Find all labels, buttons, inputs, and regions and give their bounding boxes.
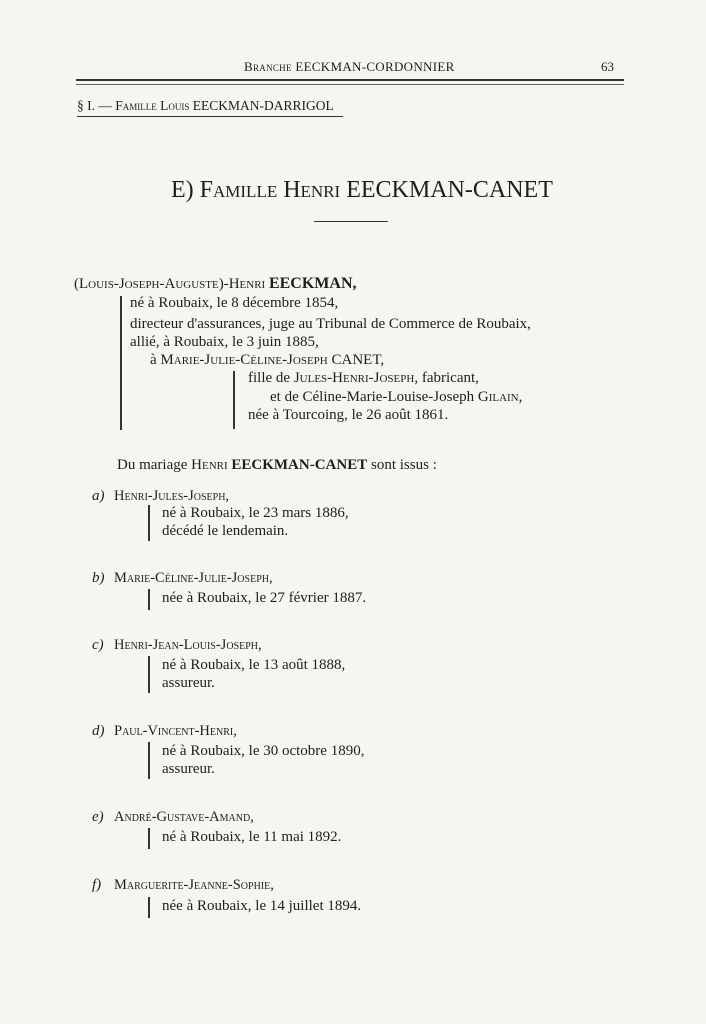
child-d-line-1: né à Roubaix, le 30 octobre 1890,	[162, 743, 365, 759]
marriage-line-given: Henri	[191, 457, 232, 473]
marriage-line	[117, 457, 437, 474]
marriage-line-surname: EECKMAN-CANET	[231, 457, 368, 473]
child-b-letter: b)	[92, 570, 105, 586]
child-e-bracket	[148, 828, 150, 849]
running-title: Branche EECKMAN-CORDONNIER	[244, 59, 455, 74]
child-b-line-1: née à Roubaix, le 27 février 1887.	[162, 590, 367, 606]
child-a-line-1: né à Roubaix, le 23 mars 1886,	[162, 505, 349, 521]
section-heading: § I. — Famille Louis EECKMAN-DARRIGOL	[77, 98, 334, 113]
spouse-bracket	[233, 371, 235, 429]
child-d-name: Paul-Vincent-Henri,	[114, 723, 237, 739]
head-person-surname: EECKMAN,	[268, 275, 357, 292]
spouse-given-names: Marie-Julie-Céline-Joseph	[160, 352, 332, 368]
spouse-birth: née à Tourcoing, le 26 août 1861.	[248, 407, 449, 423]
child-a-letter: a)	[92, 488, 105, 504]
spouse-mother	[270, 389, 522, 406]
head-person-occupation: directeur d'assurances, juge au Tribunal de Commerce de Roubaix,	[130, 316, 531, 332]
child-c-letter: c)	[92, 637, 104, 653]
section-underline	[77, 116, 343, 117]
head-person-birth: né à Roubaix, le 8 décembre 1854,	[130, 295, 339, 311]
child-d-bracket	[148, 742, 150, 779]
spouse-father	[248, 370, 479, 387]
child-f-name: Marguerite-Jeanne-Sophie,	[114, 877, 274, 893]
page-title	[171, 177, 553, 204]
marriage-line-prefix: Du mariage	[117, 457, 192, 473]
head-person-given-names: (Louis-Joseph-Auguste)-Henri	[74, 276, 269, 292]
title-rule	[314, 221, 388, 222]
child-f-letter: f)	[92, 877, 102, 893]
child-f-line-1: née à Roubaix, le 14 juillet 1894.	[162, 898, 362, 914]
head-person-name	[74, 275, 357, 293]
spouse-prefix: à	[150, 352, 161, 368]
child-a-name: Henri-Jules-Joseph,	[114, 488, 230, 504]
child-e-name: André-Gustave-Amand,	[114, 809, 254, 825]
spouse-father-occupation: , fabricant,	[414, 370, 479, 386]
child-c-bracket	[148, 656, 150, 693]
header-rule-thin	[76, 84, 624, 85]
spouse-surname: CANET,	[331, 352, 385, 368]
marriage-line-suffix: sont issus :	[367, 457, 437, 473]
child-b-bracket	[148, 589, 150, 610]
child-c-name: Henri-Jean-Louis-Joseph,	[114, 637, 262, 653]
child-c-line-1: né à Roubaix, le 13 août 1888,	[162, 657, 346, 673]
child-c-line-2: assureur.	[162, 675, 215, 691]
title-prefix: E)	[171, 177, 200, 203]
spouse-father-prefix: fille de	[248, 370, 294, 386]
spouse-mother-prefix: et de Céline-Marie-Louise-Joseph	[270, 389, 478, 405]
child-a-line-2: décédé le lendemain.	[162, 523, 289, 539]
spouse-name	[150, 352, 384, 369]
child-b-name: Marie-Céline-Julie-Joseph,	[114, 570, 273, 586]
child-e-letter: e)	[92, 809, 104, 825]
child-a-bracket	[148, 505, 150, 541]
spouse-father-name: Jules-Henri-Joseph	[293, 370, 415, 386]
child-f-bracket	[148, 897, 150, 918]
title-main: EECKMAN-CANET	[346, 177, 553, 203]
title-smallcaps: Famille Henri	[199, 177, 347, 203]
header-rule	[76, 79, 624, 81]
child-d-letter: d)	[92, 723, 105, 739]
spouse-mother-surname: Gilain,	[477, 389, 523, 405]
child-d-line-2: assureur.	[162, 761, 215, 777]
head-person-bracket	[120, 296, 122, 430]
child-e-line-1: né à Roubaix, le 11 mai 1892.	[162, 829, 342, 845]
page-number: 63	[601, 59, 614, 74]
head-person-marriage: allié, à Roubaix, le 3 juin 1885,	[130, 334, 319, 350]
